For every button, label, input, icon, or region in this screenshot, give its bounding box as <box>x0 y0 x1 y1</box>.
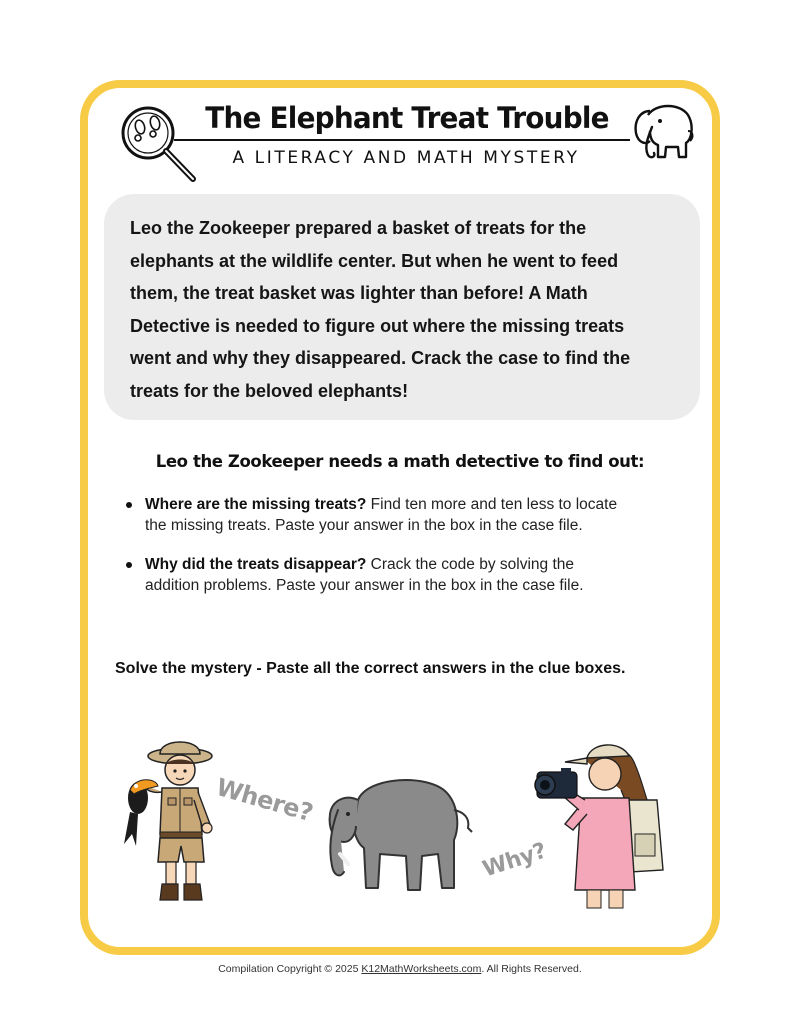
photographer-illustration <box>525 740 675 910</box>
story-box <box>104 194 700 420</box>
page-subtitle: A LITERACY AND MATH MYSTERY <box>232 148 580 168</box>
story-line: them, the treat basket was lighter than before! A Math <box>130 283 588 303</box>
story-line: Leo the Zookeeper prepared a basket of treats for the <box>130 218 587 238</box>
task-item <box>120 554 680 596</box>
worksheet-header <box>112 95 702 190</box>
task-list <box>120 494 680 614</box>
where-label: Where? <box>213 772 316 828</box>
page-title: The Elephant Treat Trouble <box>205 101 609 135</box>
elephant-illustration <box>318 770 478 898</box>
zookeeper-illustration <box>122 734 222 910</box>
tasks-heading: Leo the Zookeeper needs a math detective to find out: <box>155 452 645 471</box>
story-line: elephants at the wildlife center. But when he went to feed <box>130 250 619 271</box>
footer-prefix: Compilation Copyright © 2025 <box>218 963 362 975</box>
copyright-footer <box>0 963 800 975</box>
instruction-text: Solve the mystery - Paste all the correct answers in the clue boxes. <box>115 660 626 677</box>
title-divider <box>174 139 630 141</box>
story-line: went and why they disappeared. Crack the case to find the <box>130 348 631 368</box>
task-question: Why did the treats disappear? <box>145 556 367 573</box>
why-label: Why? <box>479 838 550 883</box>
story-line: Detective is needed to figure out where the missing treats <box>130 315 625 336</box>
footer-suffix: . All Rights Reserved. <box>481 963 582 975</box>
task-text: Crack the code by solving the <box>366 556 574 573</box>
task-text: the missing treats. Paste your answer in the box in the case file. <box>145 517 583 534</box>
task-text: addition problems. Paste your answer in the box in the case file. <box>145 577 584 594</box>
elephant-icon <box>630 101 696 163</box>
task-question: Where are the missing treats? <box>145 496 367 513</box>
footer-link[interactable]: K12MathWorksheets.com <box>361 963 482 975</box>
story-line: treats for the beloved elephants! <box>130 380 409 401</box>
task-item <box>120 494 680 536</box>
task-text: Find ten more and ten less to locate <box>366 496 618 513</box>
